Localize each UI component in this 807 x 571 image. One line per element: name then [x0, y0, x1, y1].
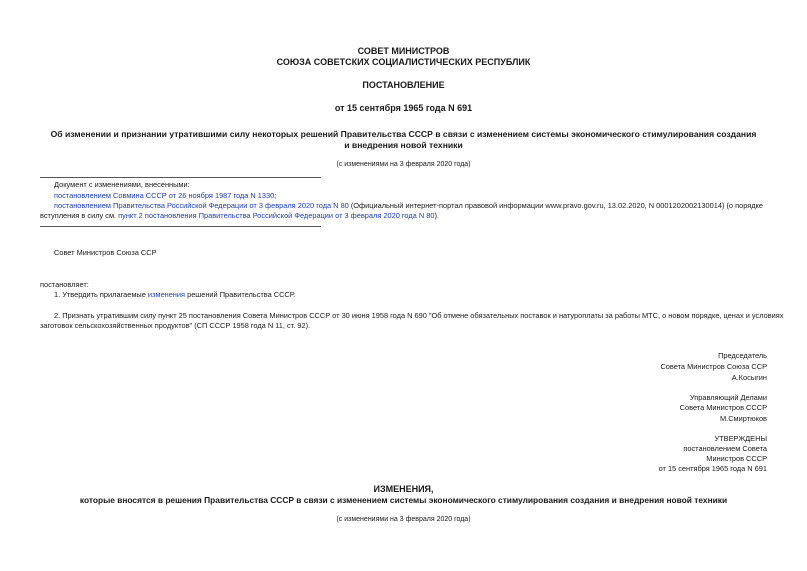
issuer-line-2: СОЮЗА СОВЕТСКИХ СОЦИАЛИСТИЧЕСКИХ РЕСПУБЛИК	[276, 57, 531, 67]
divider-bottom	[40, 226, 321, 227]
council-name: Совет Министров Союза ССР	[54, 248, 157, 257]
changes-subheading: которые вносятся в решения Правительства СССР в связи с изменением системы экономического стимулирования создания и внедрения новой техники	[79, 495, 728, 505]
approved-by-line-2: Министров СССР	[706, 454, 767, 463]
paragraph-2-line-2: заготовок сельскохозяйственных продуктов" (СП СССР 1958 года N 11, ст. 92).	[40, 321, 311, 330]
effect-note-suffix: ).	[434, 211, 439, 220]
approved-label: УТВЕРЖДЕНЫ	[714, 434, 767, 443]
effect-note-prefix: вступления в силу см.	[40, 211, 119, 220]
amendment-link-2020[interactable]: постановлением Правительства Российской Федерации от 3 февраля 2020 года N 80	[54, 201, 349, 210]
document-type: ПОСТАНОВЛЕНИЕ	[362, 80, 445, 90]
date-number: от 15 сентября 1965 года N 691	[334, 103, 473, 113]
effect-clause-link[interactable]: пункт 2 постановления Правительства Российской Федерации от 3 февраля 2020 года N 80	[118, 211, 435, 220]
manager-name: М.Смиртюков	[720, 414, 767, 423]
document-title-line-1: Об изменении и признании утратившими силу некоторых решений Правительства СССР в связи с изменением системы экономического стимулирования создания	[50, 129, 757, 139]
paragraph-2-line-1: 2. Признать утратившим силу пункт 25 постановления Совета Министров СССР от 30 июня 1958 года N 690 "Об отмене обязательных поставок и натуроплаты за работы МТС, о новом порядке, ценах и условиях	[54, 311, 784, 320]
document-title-line-2: и внедрения новой техники	[344, 140, 463, 150]
chairman-name: А.Косыгин	[731, 373, 767, 382]
amendment-link-1987-text[interactable]: постановлением Совмина СССР от 26 ноября 1987 года N 1330;	[54, 191, 277, 200]
revision-note: (с изменениями на 3 февраля 2020 года)	[336, 161, 471, 168]
amendments-intro: Документ с изменениями, внесенными:	[54, 180, 190, 189]
chairman-title: Председатель	[718, 351, 767, 360]
changes-heading: ИЗМЕНЕНИЯ,	[373, 484, 434, 494]
amendment-link-1987[interactable]	[54, 191, 276, 201]
amendment-2020-source: (Официальный интернет-портал правовой информации www.pravo.gov.ru, 13.02.2020, N 0001202002130014) (о порядке	[348, 201, 763, 210]
approved-date: от 15 сентября 1965 года N 691	[658, 464, 767, 473]
amendment-line-2020	[54, 201, 767, 211]
divider-top	[40, 177, 321, 178]
decides-label: постановляет:	[40, 280, 89, 289]
chairman-body: Совета Министров Союза ССР	[660, 362, 767, 371]
manager-title: Управляющий Делами	[689, 393, 767, 402]
paragraph-1-start: 1. Утвердить прилагаемые	[54, 290, 148, 299]
manager-body: Совета Министров СССР	[679, 403, 767, 412]
approved-by-line-1: постановлением Совета	[683, 444, 767, 453]
changes-revision-note: (с изменениями на 3 февраля 2020 года)	[336, 516, 471, 523]
paragraph-1	[54, 290, 295, 300]
amendment-line-effect	[40, 211, 439, 221]
changes-link[interactable]: изменения	[147, 290, 186, 299]
paragraph-1-end: решений Правительства СССР.	[185, 290, 296, 299]
issuer-line-1: СОВЕТ МИНИСТРОВ	[357, 46, 450, 56]
